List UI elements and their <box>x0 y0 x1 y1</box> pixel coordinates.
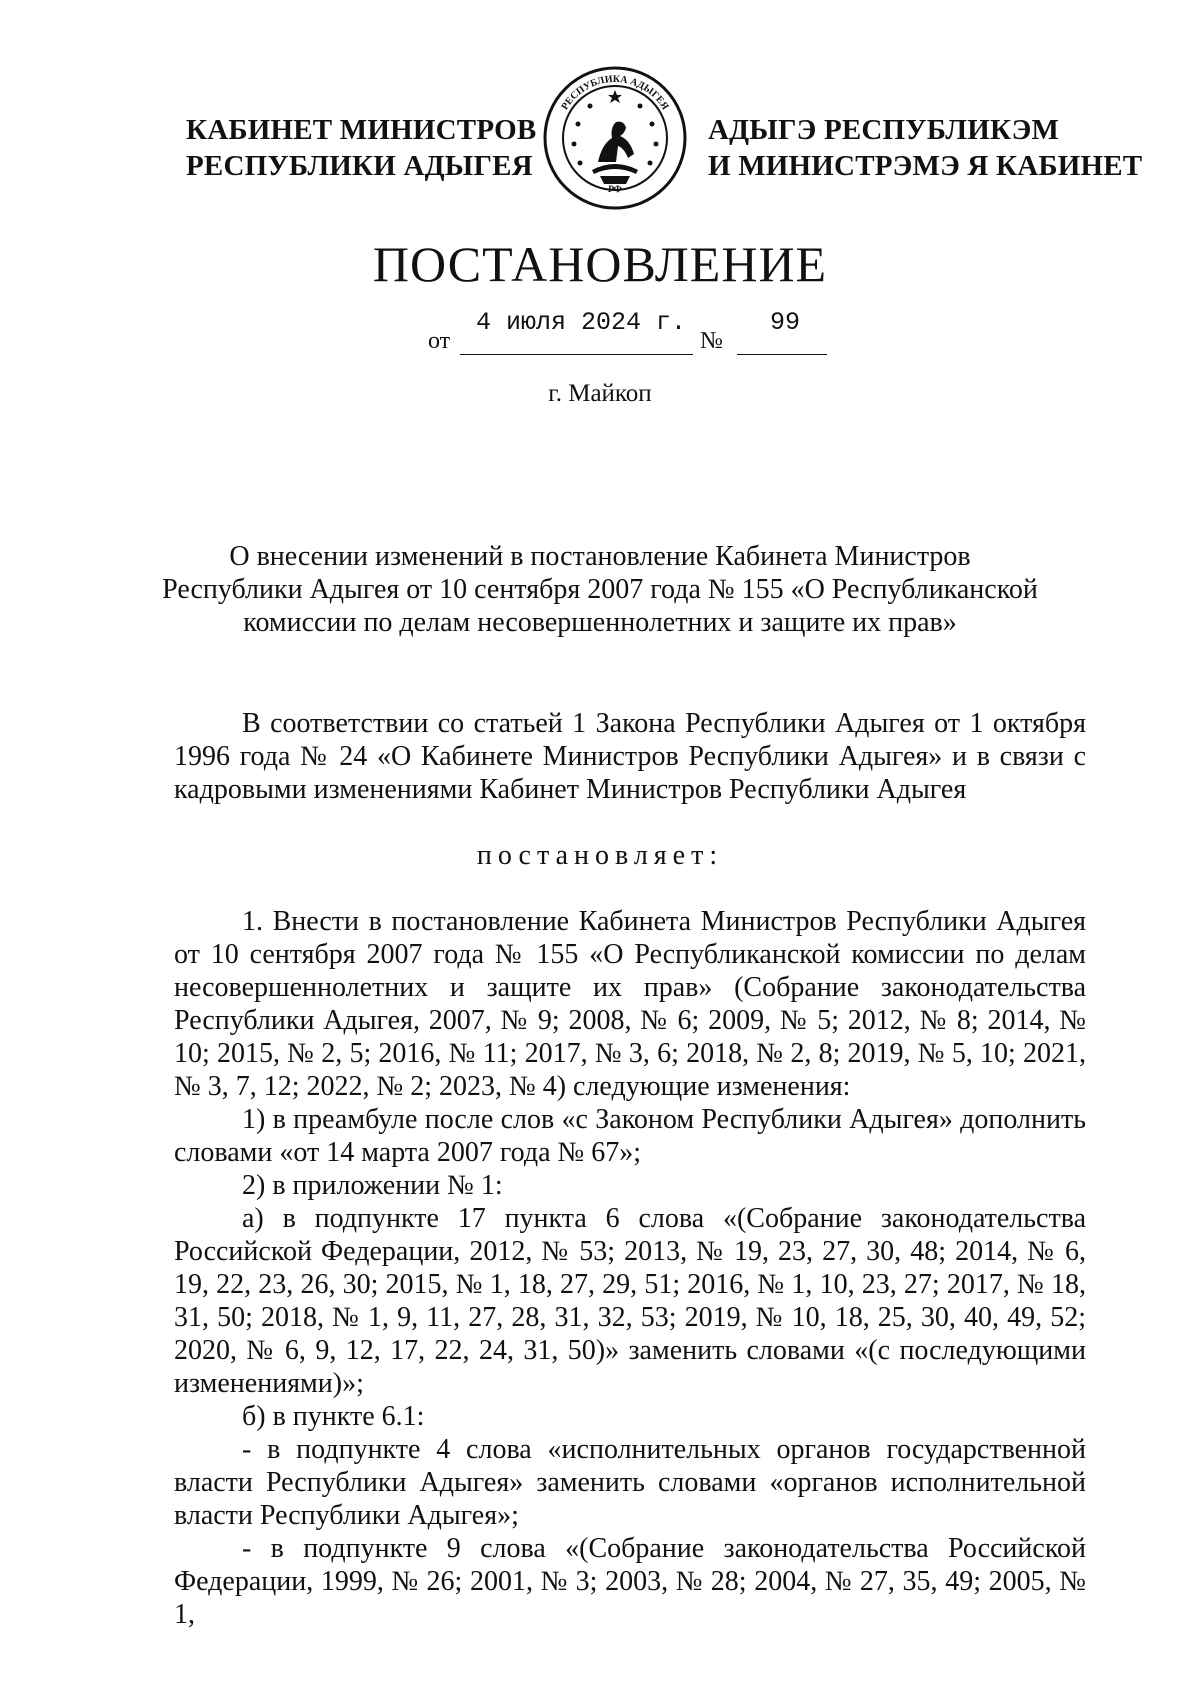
title-line: Республики Адыгея от 10 сентября 2007 года № 155 «О Республиканской <box>162 574 1038 605</box>
date-number-line <box>0 306 1200 358</box>
issuer-name-russian <box>186 112 537 184</box>
issuer-name-line: АДЫГЭ РЕСПУБЛИКЭМ <box>708 114 1060 146</box>
emblem-ring-text-bottom: РФ <box>607 183 623 196</box>
emblem-ring-text: РЕСПУБЛИКА АДЫГЕЯ <box>559 73 671 112</box>
decree-paragraph: б) в пункте 6.1: <box>242 1401 425 1432</box>
date-value: 4 июля 2024 г. <box>476 308 687 337</box>
decree-paragraph: 2) в приложении № 1: <box>242 1170 503 1201</box>
issuer-name-line: КАБИНЕТ МИНИСТРОВ <box>186 114 537 146</box>
issuer-name-adyghe <box>708 112 1143 184</box>
decree-word: постановляет: <box>476 840 724 871</box>
decree-paragraph: 1) в преамбуле после слов «с Законом Республики Адыгея» дополнить словами «от 14 марта 2007 года № 67»; <box>174 1104 1086 1168</box>
number-label: № <box>700 328 723 354</box>
title-line: О внесении изменений в постановление Кабинета Министров <box>229 541 971 572</box>
issuer-name-line: РЕСПУБЛИКИ АДЫГЕЯ <box>186 150 533 182</box>
title-line: комиссии по делам несовершеннолетних и защите их прав» <box>243 607 957 638</box>
decree-paragraph: - в подпункте 9 слова «(Собрание законодательства Российской Федерации, 1999, № 26; 2001, № 3; 2003, № 28; 2004, № 27, 35, 49; 2005, № 1, <box>174 1533 1086 1630</box>
city: г. Майкоп <box>548 380 652 407</box>
document-title <box>150 540 1050 639</box>
issuer-name-line: И МИНИСТРЭМЭ Я КАБИНЕТ <box>708 150 1143 182</box>
decree-paragraph: а) в подпункте 17 пункта 6 слова «(Собрание законодательства Российской Федерации, 2012, № 53; 2013, № 19, 23, 27, 30, 48; 2014, № 6, 19, 22, 23, 26, 30; 2015, № 1, 18, 27, 29, 51; 2016, № 1, 10, 23, 27; 2017, № 18, 31, 50; 2018, № 1, 9, 11, 27, 28, 31, 32, 53; 2019, № 10, 18, 25, 30, 40, 49, 52; 2020, № 6, 9, 12, 17, 22, 24, 31, 50)» заменить словами «(с последующими изменениями)»; <box>174 1203 1086 1399</box>
number-value: 99 <box>770 308 801 337</box>
date-underline <box>460 354 693 355</box>
preamble-paragraph: В соответствии со статьей 1 Закона Республики Адыгея от 1 октября 1996 года № 24 «О Кабинете Министров Республики Адыгея» и в связи с кадровыми изменениями Кабинет Министров Республики Адыгея <box>174 708 1086 805</box>
decree-paragraph: 1. Внести в постановление Кабинета Министров Республики Адыгея от 10 сентября 2007 года № 155 «О Республиканской комиссии по делам несовершеннолетних и защите их прав» (Собрание законодательства Республики Адыгея, 2007, № 9; 2008, № 6; 2009, № 5; 2012, № 8; 2014, № 10; 2015, № 2, 5; 2016, № 11; 2017, № 3, 6; 2018, № 2, 8; 2019, № 5, 10; 2021, № 3, 7, 12; 2022, № 2; 2023, № 4) следующие изменения: <box>174 906 1086 1102</box>
document-type: ПОСТАНОВЛЕНИЕ <box>372 236 828 292</box>
decree-paragraph: - в подпункте 4 слова «исполнительных органов государственной власти Республики Адыгея» заменить словами «органов исполнительной власти Республики Адыгея»; <box>174 1434 1086 1531</box>
number-underline <box>737 354 827 355</box>
coat-of-arms-icon <box>540 62 690 214</box>
decree-items <box>174 905 1086 1631</box>
date-from-label: от <box>428 328 451 354</box>
preamble <box>174 707 1086 806</box>
